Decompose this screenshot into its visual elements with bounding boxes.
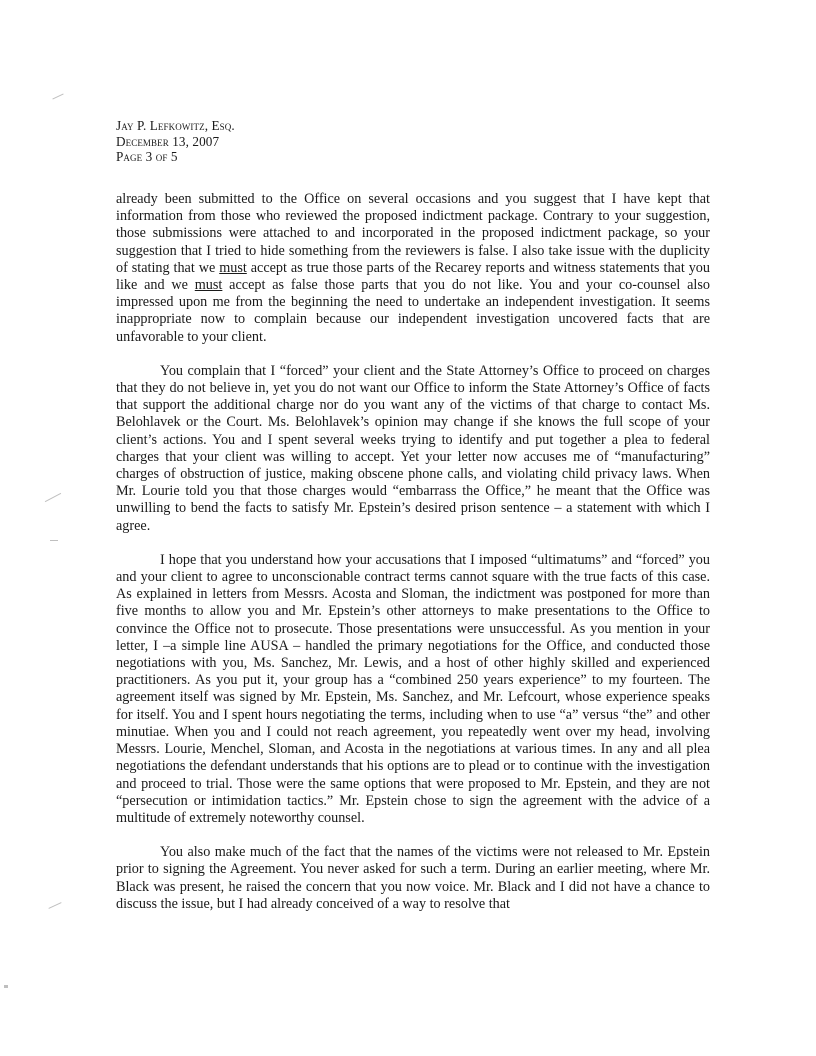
scan-speck (4, 985, 8, 988)
addressee-line: Jay P. Lefkowitz, Esq. (116, 118, 235, 133)
emphasis-must: must (219, 259, 247, 276)
page-number-line: Page 3 of 5 (116, 149, 178, 164)
emphasis-must: must (194, 277, 223, 294)
scan-speck (45, 493, 61, 502)
letter-body (116, 191, 710, 913)
letter-header (116, 118, 235, 165)
scan-speck (50, 540, 58, 541)
scan-speck (52, 94, 63, 100)
paragraph-1: already been submitted to the Office on several occasions and you suggest that I have kept that information from those who reviewed the proposed indictment package. Contrary to your suggestion, those submissions were attached to and incorporated in the proposed indictment package, so your suggestion that I tried to hide something from the reviewers is false. I also take issue with the duplicity of stating that we must accept as true those parts of the Recarey reports and witness statements that you like and we must accept as false those parts that you do not like. You and your co-counsel also impressed upon me from the beginning the need to undertake an independent investigation. It seems inappropriate now to complain because our independent investigation uncovered facts that are unfavorable to your client. (116, 191, 710, 345)
paragraph-3: I hope that you understand how your accusations that I imposed “ultimatums” and “forced” you and your client to agree to unconscionable contract terms cannot square with the true facts of this case. As explained in letters from Messrs. Acosta and Sloman, the indictment was postponed for more than five months to allow you and Mr. Epstein’s other attorneys to make presentations to the Office to convince the Office not to prosecute. Those presentations were unsuccessful. As you mention in your letter, I –a simple line AUSA – handled the primary negotiations for the Office, and conducted those negotiations with you, Ms. Sanchez, Mr. Lewis, and a host of other highly skilled and experienced practitioners. As you put it, your group has a “combined 250 years experience” to my fourteen. The agreement itself was signed by Mr. Epstein, Ms. Sanchez, and Mr. Lefcourt, whose experience speaks for itself. You and I spent hours negotiating the terms, including when to use “a” versus “the” and other minutiae. When you and I could not reach agreement, you repeatedly went over my head, involving Messrs. Lourie, Menchel, Sloman, and Acosta in the negotiations at various times. In any and all plea negotiations the defendant understands that his options are to plead or to continue with the investigation and proceed to trial. Those were the same options that were proposed to Mr. Epstein, and they are not “persecution or intimidation tactics.” Mr. Epstein chose to sign the agreement with the advice of a multitude of extremely noteworthy counsel. (116, 551, 710, 826)
paragraph-4: You also make much of the fact that the names of the victims were not released to Mr. Epstein prior to signing the Agreement. You never asked for such a term. During an earlier meeting, where Mr. Black was present, he raised the concern that you now voice. Mr. Black and I did not have a chance to discuss the issue, but I had already conceived of a way to resolve that (116, 844, 710, 912)
date-line: December 13, 2007 (116, 133, 220, 149)
paragraph-2: You complain that I “forced” your client and the State Attorney’s Office to proceed on charges that they do not believe in, yet you do not want our Office to inform the State Attorney’s Office of facts that support the additional charge nor do you want any of the victims of that charge to contact Ms. Belohlavek or the Court. Ms. Belohlavek’s opinion may change if she knows the full scope of your client’s actions. You and I spent several weeks trying to identify and put together a plea to federal charges that your client was willing to accept. Yet your letter now accuses me of “manufacturing” charges of obstruction of justice, making obscene phone calls, and violating child privacy laws. When Mr. Lourie told you that those charges would “embarrass the Office,” he meant that the Office was unwilling to bend the facts to satisfy Mr. Epstein’s desired prison sentence – a statement with which I agree. (116, 362, 710, 534)
scan-speck (48, 902, 61, 909)
